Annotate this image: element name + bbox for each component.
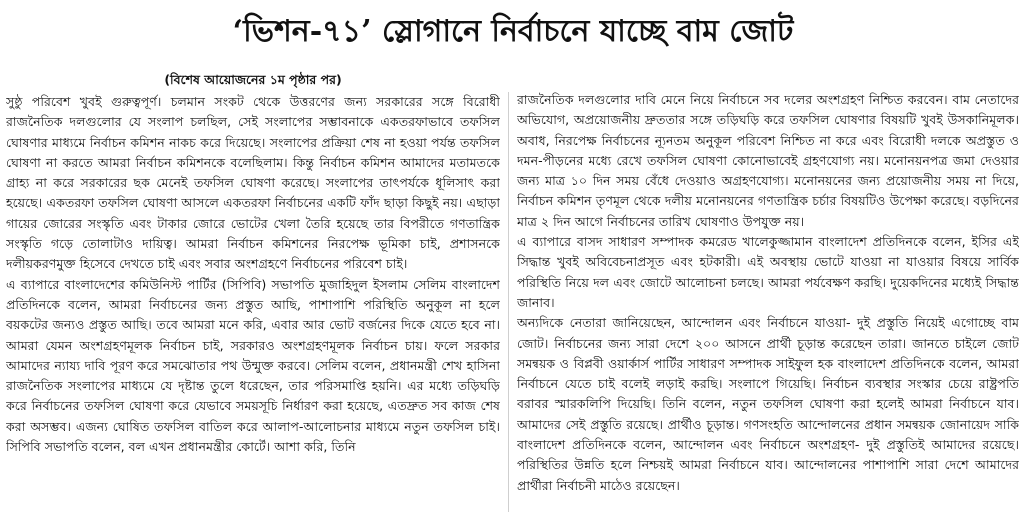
article-paragraph: রাজনৈতিক দলগুলোর দাবি মেনে নিয়ে নির্বাচনে সব দলের অংশগ্রহণ নিশ্চিত করবেন। বাম নেতাদের অভিযোগ, অপ্রয়োজনীয় দ্রুততার সঙ্গে তড়িঘড়ি করে তফসিল ঘোষণার বিষয়টি খুবই উসকানিমূলক। অবাধ, নিরপেক্ষ নির্বাচনের ন্যূনতম অনুকূল পরিবেশ নিশ্চিত না করে এবং বিরোধী দলকে অপ্রস্তুত ও দমন-পীড়নের মধ্যে রেখে তফসিল ঘোষণা কোনোভাবেই গ্রহণযোগ্য নয়। মনোনয়নপত্র জমা দেওয়ার জন্য মাত্র ১০ দিন সময় বেঁধে দেওয়াও অগ্রহণযোগ্য। মনোনয়নের জন্য প্রয়োজনীয় সময় না দিয়ে, নির্বাচন কমিশন তৃণমূল থেকে দলীয় মনোনয়নের গণতান্ত্রিক চর্চার বিষয়টিও উপেক্ষা করেছে। বড়দিনের মাত্র ২ দিন আগে নির্বাচনের তারিখ ঘোষণাও উপযুক্ত নয়। [517, 92, 1019, 229]
continuation-note: (বিশেষ আয়োজনের ১ম পৃষ্ঠার পর) [164, 72, 342, 87]
article-column-left [6, 92, 500, 516]
article-paragraph: এ ব্যাপারে বাসদ সাধারণ সম্পাদক কমরেড খালেকুজ্জামান বাংলাদেশ প্রতিদিনকে বলেন, ইসির এই সিদ্ধান্ত খুবই অবিবেচনাপ্রসূত এবং হটকারী। এই অবস্থায় ভোটে যাওয়া না যাওয়ার বিষয়ে সার্বিক পরিস্থিতি নিয়ে দল এবং জোটে আলোচনা চলছে। আমরা পর্যবেক্ষণ করছি। দুয়েকদিনের মধ্যেই সিদ্ধান্ত জানাব। [517, 234, 1019, 310]
article-column-right [517, 90, 1019, 516]
article-paragraph: অন্যদিকে নেতারা জানিয়েছেন, আন্দোলন এবং নির্বাচনে যাওয়া- দুই প্রস্তুতি নিয়েই এগোচ্ছে বাম জোট। নির্বাচনের জন্য সারা দেশে ২০০ আসনে প্রার্থী চূড়ান্ত করেছেন তারা। জানতে চাইলে জোট সমন্বয়ক ও বিপ্লবী ওয়ার্কার্স পার্টির সাধারণ সম্পাদক সাইফুল হক বাংলাদেশ প্রতিদিনকে বলেন, আমরা নির্বাচনে যেতে চাই বলেই লড়াই করছি। সংলাপে গিয়েছি। নির্বাচন ব্যবস্থার সংস্কার চেয়ে রাষ্ট্রপতি বরাবর স্মারকলিপি দিয়েছি। তিনি বলেন, নতুন তফসিল ঘোষণা করা হলেই আমরা নির্বাচনে যাব। আমাদের সেই প্রস্তুতি রয়েছে। প্রার্থীও চূড়ান্ত। গণসংহতি আন্দোলনের প্রধান সমন্বয়ক জোনায়েদ সাকি বাংলাদেশ প্রতিদিনকে বলেন, আন্দোলন এবং নির্বাচনে অংশগ্রহণ- দুই প্রস্তুতিই আমাদের রয়েছে। পরিস্থিতির উন্নতি হলে নিশ্চয়ই আমরা নির্বাচনে যাব। আন্দোলনের পাশাপাশি সারা দেশে আমাদের প্রার্থীরা নির্বাচনী মাঠেও রয়েছেন। [517, 315, 1019, 493]
headline: ‘ভিশন-৭১’ স্লোগানে নির্বাচনে যাচ্ছে বাম জোট [232, 14, 794, 49]
column-divider [508, 92, 509, 512]
article-paragraph: এ ব্যাপারে বাংলাদেশের কমিউনিস্ট পার্টির (সিপিবি) সভাপতি মুজাহিদুল ইসলাম সেলিম বাংলাদেশ প্রতিদিনকে বলেন, আমরা নির্বাচনের জন্য প্রস্তুত আছি, পাশাপাশি পরিস্থিতি অনুকূল না হলে বয়কটের জন্যও প্রস্তুত আছি। তবে আমরা মনে করি, এবার আর ভোট বর্জনের দিকে যেতে হবে না। আমরা যেমন অংশগ্রহণমূলক নির্বাচন চাই, সরকারও অংশগ্রহণমূলক নির্বাচন চায়। ফলে সরকার আমাদের ন্যায্য দাবি পূরণ করে সমঝোতার পথ উন্মুক্ত করবে। সেলিম বলেন, প্রধানমন্ত্রী শেখ হাসিনা রাজনৈতিক সংলাপের মাধ্যমে যে দৃষ্টান্ত তুলে ধরেছেন, তার পরিসমাপ্তি হয়নি। এর মধ্যে তড়িঘড়ি করে নির্বাচনের তফসিল ঘোষণা করে যেভাবে সময়সূচি নির্ধারণ করা হয়েছে, এতদ্রুত সব কাজ শেষ করা অসম্ভব। এজন্য ঘোষিত তফসিল বাতিল করে আলাপ-আলোচনার মাধ্যমে নতুন তফসিল চাই। সিপিবি সভাপতি বলেন, বল এখন প্রধানমন্ত্রীর কোর্টে। আশা করি, তিনি [6, 276, 500, 455]
article-paragraph: সুষ্ঠু পরিবেশ খুবই গুরুত্বপূর্ণ। চলমান সংকট থেকে উত্তরণের জন্য সরকারের সঙ্গে বিরোধী রাজনৈতিক দলগুলোর যে সংলাপ চলছিল, সেই সংলাপের সম্ভাবনাকে একতরফাভাবে তফসিল ঘোষণার মাধ্যমে নির্বাচন কমিশন নাকচ করে দিয়েছে। সংলাপের প্রক্রিয়া শেষ না হওয়া পর্যন্ত তফসিল ঘোষণা না করতে আমরা নির্বাচন কমিশনকে বলেছিলাম। কিন্তু নির্বাচন কমিশন আমাদের মতামতকে গ্রাহ্য না করে সরকারের ছক মেনেই তফসিল ঘোষণা করেছে। সংলাপের তাৎপর্যকে ধূলিসাৎ করা হয়েছে। একতরফা তফসিল ঘোষণা আসলে একতরফা নির্বাচনের একটি ফাঁদ ছাড়া কিছুই নয়। এছাড়া গায়ের জোরের সংস্কৃতি এবং টাকার জোরে ভোটের খেলা তৈরি হয়েছে তার বিপরীতে গণতান্ত্রিক সংস্কৃতি গড়ে তোলাটাও দায়িত্ব। আমরা নির্বাচন কমিশনের নিরপেক্ষ ভূমিকা চাই, প্রশাসনকে দলীয়করণমুক্ত হিসেবে দেখতে চাই এবং সবার অংশগ্রহণে নির্বাচনের পরিবেশ চাই। [6, 94, 500, 272]
